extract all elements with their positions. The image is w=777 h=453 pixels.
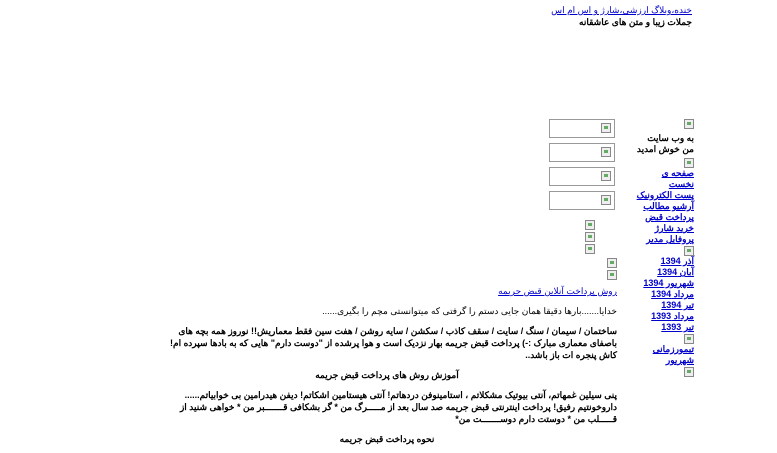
broken-image-icon (585, 220, 595, 230)
broken-image-icon (684, 334, 694, 344)
archive-link[interactable]: مرداد 1393 (651, 311, 694, 321)
ad-box[interactable] (549, 143, 615, 162)
archive-link[interactable]: مرداد 1394 (651, 289, 694, 299)
ad-box[interactable] (549, 119, 615, 138)
broken-image-icon (684, 246, 694, 256)
section-heading: آموزش روش های پرداخت قبض جریمه (315, 370, 459, 380)
archive-link[interactable]: آذر 1394 (660, 256, 694, 266)
sidebar-image (634, 333, 694, 344)
ad-box[interactable] (549, 191, 615, 210)
paragraph: خدایا.......بارها دقیقا همان جایی دستم را گرفتی که میتوانستی مچم را بگیری...... (322, 306, 617, 316)
sidebar-link[interactable]: آرشیو مطالب (643, 201, 694, 211)
ad-box[interactable] (549, 167, 615, 186)
site-header (551, 4, 692, 28)
tail-link[interactable]: تیمورزمانی شهریور (652, 344, 694, 365)
main-content (157, 285, 617, 453)
sidebar-link[interactable]: صفحه ی نخست (661, 168, 694, 189)
archive-link[interactable]: تیر 1394 (661, 300, 694, 310)
site-subtitle: جملات زیبا و متن های عاشقانه (579, 17, 692, 27)
broken-image-icon (684, 367, 694, 377)
broken-image-icon (607, 258, 617, 268)
sidebar-link[interactable]: پروفایل مدیر (646, 234, 694, 244)
broken-image-icon (601, 147, 611, 157)
broken-image-icon (684, 119, 694, 129)
broken-image-icon (601, 195, 611, 205)
ad-boxes (549, 119, 615, 215)
sidebar-image (634, 118, 694, 129)
archive-link[interactable]: تیر 1393 (661, 322, 694, 332)
paragraph: پنی سیلین غمهاتم، آنتی بیوتیک مشکلاتم ، استامینوفن دردهاتم! آنتی هیستامین اشکاتم! دیفن هیدرامین بی خوابیاتم...... داروخونتیم رفیق! پرداخت اینترنتی قبض جریمه صد سال بعد از مـــــرگ من * گر بشکافی قـــــــبر من * خواهی شنید از قـــــلب من * دوستت دارم دوســـــــت من* (179, 390, 617, 424)
broken-image-icon (607, 270, 617, 280)
archive-link[interactable]: آبان 1394 (657, 267, 694, 277)
sidebar-image (634, 366, 694, 377)
content-link[interactable]: روش پرداخت آنلاین قبض جریمه (498, 286, 617, 296)
section-heading: نحوه پرداخت قبض جریمه (339, 434, 435, 444)
site-title-link[interactable]: خنده،وبلاگ ارزشی،شارژ و اس ام اس (551, 5, 692, 15)
sidebar-link[interactable]: پرداخت قبض (645, 212, 694, 222)
broken-image-icon (684, 158, 694, 168)
broken-image-icon (585, 244, 595, 254)
broken-image-icon (601, 123, 611, 133)
sidebar-link[interactable]: پست الکترونیک (636, 190, 694, 200)
sidebar-image (634, 245, 694, 256)
archive-link[interactable]: شهریور 1394 (643, 278, 694, 288)
sidebar (634, 118, 694, 377)
sidebar-link[interactable]: خرید شارژ (654, 223, 694, 233)
broken-image-icon (601, 171, 611, 181)
paragraph: ساختمان / سیمان / سنگ / سایت / سقف کاذب / سکشن / سایه روشن / هفت سین فقط معماریش!! نوروز همه بچه های باصفای معماری مبارک :-) پرداخت قبض جریمه بهار نزدیک است و هوا پرشده از "دوست دارم" هایی که به بادها سپرده ام! کاش پنجره ات باز باشد.. (170, 326, 617, 360)
sidebar-image (634, 157, 694, 168)
broken-image-icon (585, 232, 595, 242)
welcome-text: به وب سایت من خوش امدید (636, 133, 694, 154)
